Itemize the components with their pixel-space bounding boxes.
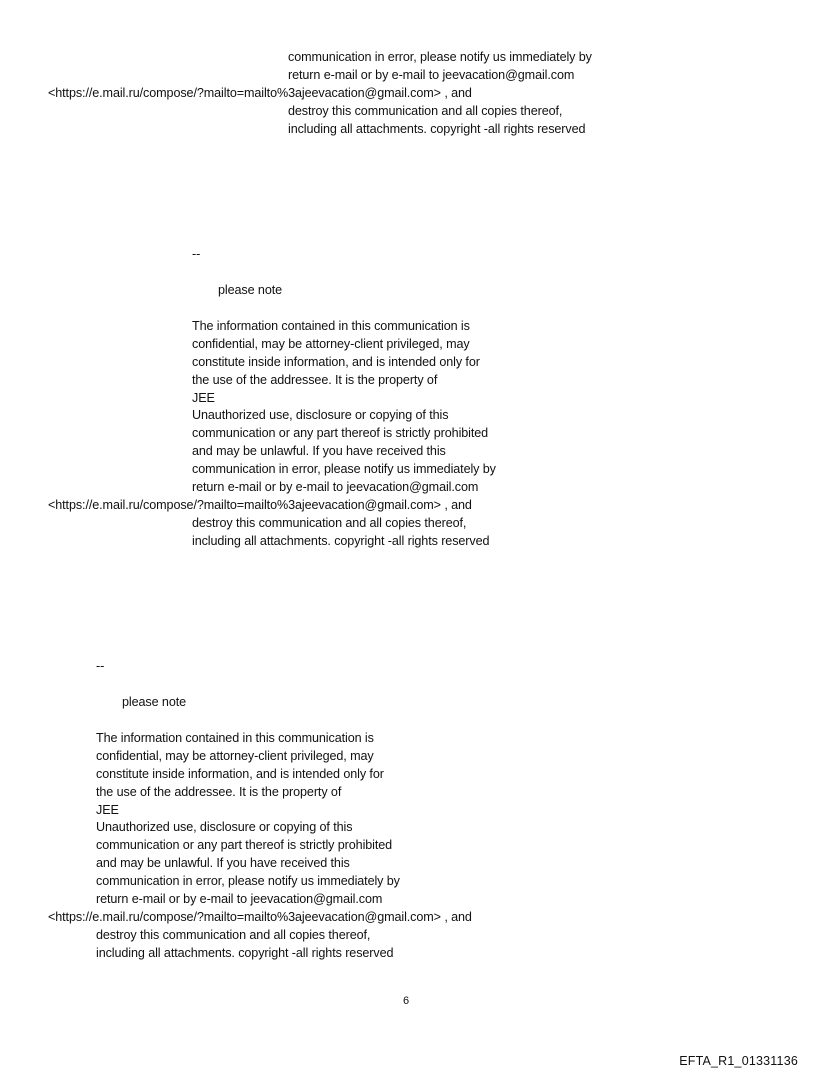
block3-line: constitute inside information, and is intended only for: [96, 767, 384, 781]
block3-line: confidential, may be attorney-client privileged, may: [96, 749, 374, 763]
block2-separator: --: [192, 247, 201, 261]
block1-line: communication in error, please notify us immediately by: [288, 50, 592, 64]
block3-line: return e-mail or by e-mail to jeevacation@gmail.com: [96, 892, 383, 906]
block3-separator: --: [96, 659, 105, 673]
block2-line: return e-mail or by e-mail to jeevacation@gmail.com: [192, 480, 479, 494]
block3-line: and may be unlawful. If you have received this: [96, 856, 350, 870]
bates-stamp: EFTA_R1_01331136: [679, 1054, 798, 1068]
block2-line: and may be unlawful. If you have received this: [192, 444, 446, 458]
block3-line: JEE: [96, 803, 119, 817]
block1-line: including all attachments. copyright -all rights reserved: [288, 122, 586, 136]
block2-line: confidential, may be attorney-client privileged, may: [192, 337, 470, 351]
block3-line: destroy this communication and all copies thereof,: [96, 928, 371, 942]
block2-heading: please note: [218, 283, 283, 297]
block3-line: including all attachments. copyright -all rights reserved: [96, 946, 394, 960]
block2-line: communication in error, please notify us immediately by: [192, 462, 496, 476]
block2-line: JEE: [192, 391, 215, 405]
block2-line: communication or any part thereof is strictly prohibited: [192, 426, 489, 440]
block2-line: The information contained in this communication is: [192, 319, 470, 333]
page-number: 6: [403, 995, 410, 1007]
block2-line: including all attachments. copyright -all rights reserved: [192, 534, 490, 548]
block1-line: return e-mail or by e-mail to jeevacation@gmail.com: [288, 68, 575, 82]
block2-line: constitute inside information, and is intended only for: [192, 355, 480, 369]
block1-line: destroy this communication and all copies thereof,: [288, 104, 563, 118]
block2-line: the use of the addressee. It is the property of: [192, 373, 438, 387]
block3-link-line: <https://e.mail.ru/compose/?mailto=mailto%3ajeevacation@gmail.com> , and: [48, 910, 472, 924]
block2-link-line: <https://e.mail.ru/compose/?mailto=mailto%3ajeevacation@gmail.com> , and: [48, 498, 472, 512]
block3-line: the use of the addressee. It is the property of: [96, 785, 342, 799]
block3-line: Unauthorized use, disclosure or copying of this: [96, 820, 353, 834]
block1-link-line: <https://e.mail.ru/compose/?mailto=mailto%3ajeevacation@gmail.com> , and: [48, 86, 472, 100]
block2-line: destroy this communication and all copies thereof,: [192, 516, 467, 530]
block3-line: communication or any part thereof is strictly prohibited: [96, 838, 393, 852]
block3-heading: please note: [122, 695, 187, 709]
block2-line: Unauthorized use, disclosure or copying of this: [192, 408, 449, 422]
block3-line: communication in error, please notify us immediately by: [96, 874, 400, 888]
block3-line: The information contained in this communication is: [96, 731, 374, 745]
